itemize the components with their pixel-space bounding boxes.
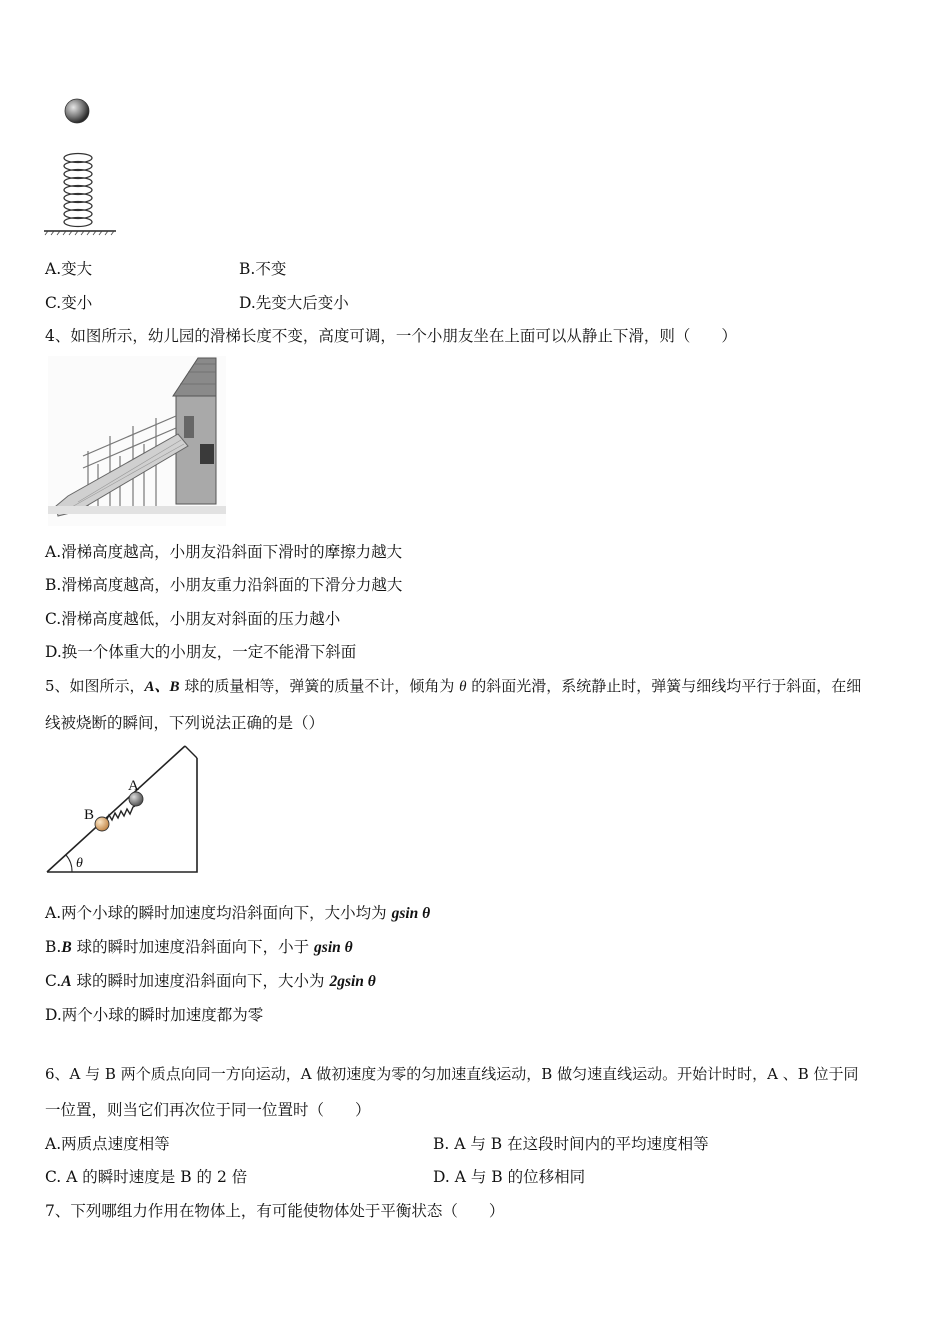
q5-option-a-text: A.两个小球的瞬时加速度均沿斜面向下，大小均为 xyxy=(45,904,392,922)
q3-option-c: C.变小 xyxy=(45,294,93,312)
q5-option-a-expr: gsin θ xyxy=(391,905,431,922)
q6-stem-line1: 6、A 与 B 两个质点向同一方向运动，A 做初速度为零的匀加速直线运动，B 做匀速直线运动。开始计时时，A 、B 位于同 xyxy=(45,1065,859,1083)
q6-option-c: C. A 的瞬时速度是 B 的 2 倍 xyxy=(45,1168,248,1186)
q5-stem-theta: θ xyxy=(459,679,467,695)
theta-label: θ xyxy=(76,856,83,871)
q3-option-a: A.变大 xyxy=(45,260,93,278)
slide-photo xyxy=(48,356,226,526)
label-b: B xyxy=(84,807,95,823)
q6-option-b: B. A 与 B 在这段时间内的平均速度相等 xyxy=(433,1135,709,1153)
q4-option-b: B.滑梯高度越高，小朋友重力沿斜面的下滑分力越大 xyxy=(45,576,403,594)
q5-option-b-expr: gsin θ xyxy=(314,939,353,956)
q5-option-c-expr: 2gsin θ xyxy=(329,973,376,990)
q5-stem-ab: A、B xyxy=(144,679,180,695)
q4-option-c: C.滑梯高度越低，小朋友对斜面的压力越小 xyxy=(45,610,341,628)
label-a: A xyxy=(128,778,139,794)
q5-option-d: D.两个小球的瞬时加速度都为零 xyxy=(45,1006,264,1024)
q5-option-b xyxy=(45,937,353,958)
q6-stem-line2: 一位置，则当它们再次位于同一位置时（ ） xyxy=(45,1101,371,1119)
q6-option-d: D. A 与 B 的位移相同 xyxy=(433,1168,586,1186)
ball-a xyxy=(129,792,143,806)
q5-option-c xyxy=(45,971,376,992)
incline xyxy=(47,758,197,872)
q4-option-d: D.换一个体重大的小朋友，一定不能滑下斜面 xyxy=(45,643,357,661)
q4-option-a: A.滑梯高度越高，小朋友沿斜面下滑时的摩擦力越大 xyxy=(45,543,403,561)
q5-stem-part1: 5、如图所示， xyxy=(45,677,145,695)
ball xyxy=(65,99,89,123)
q6-option-a: A.两质点速度相等 xyxy=(45,1135,170,1153)
q5-option-b-var: B xyxy=(61,939,72,956)
q3-option-d: D.先变大后变小 xyxy=(239,294,349,312)
spring xyxy=(64,154,92,227)
q5-stem-part3: 的斜面光滑，系统静止时，弹簧与细线均平行于斜面，在细 xyxy=(466,677,862,695)
q5-option-a xyxy=(45,903,430,924)
q3-option-b: B.不变 xyxy=(239,260,287,278)
q7-stem: 7、下列哪组力作用在物体上，有可能使物体处于平衡状态（ ） xyxy=(45,1202,505,1220)
q5-option-c-prefix: C. xyxy=(45,972,62,990)
q5-option-c-text: 球的瞬时加速度沿斜面向下，大小为 xyxy=(71,972,330,990)
incline-figure xyxy=(44,742,204,877)
q5-option-b-prefix: B. xyxy=(45,938,62,956)
q5-stem-line1 xyxy=(45,676,861,697)
ball-b xyxy=(95,817,109,831)
q4-stem: 4、如图所示，幼儿园的滑梯长度不变，高度可调，一个小朋友坐在上面可以从静止下滑，则（ ） xyxy=(45,327,737,345)
ball-spring-figure xyxy=(40,92,120,242)
q5-stem-line2: 线被烧断的瞬间，下列说法正确的是（） xyxy=(45,714,325,732)
q5-option-c-var: A xyxy=(61,973,72,990)
q5-option-b-text: 球的瞬时加速度沿斜面向下，小于 xyxy=(71,938,315,956)
q5-stem-part2: 球的质量相等，弹簧的质量不计，倾角为 xyxy=(179,677,460,695)
